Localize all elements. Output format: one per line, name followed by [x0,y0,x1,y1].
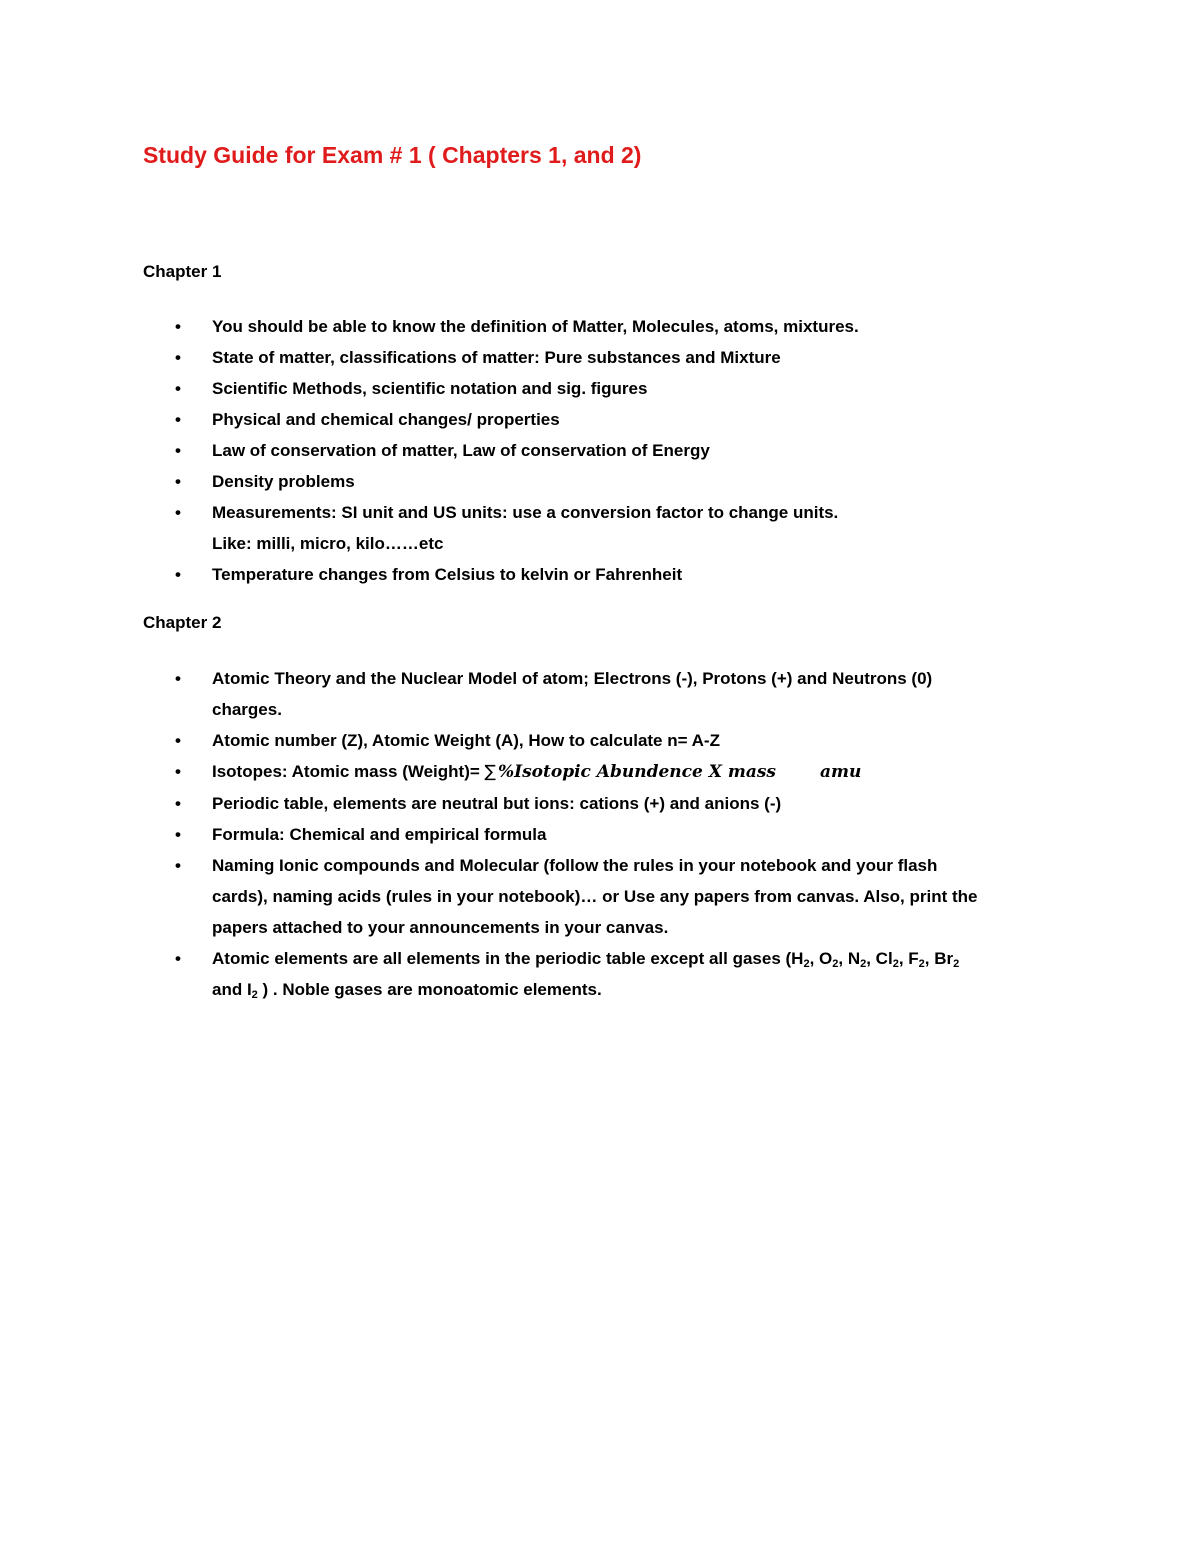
chapter-2-list [0,663,1200,1005]
item-text-line-1 [212,943,1090,974]
chapter-1-heading: Chapter 1 [143,262,222,281]
text-segment: and I [212,980,252,999]
list-item [0,342,1200,373]
bullet-icon: • [175,731,181,750]
list-item [0,373,1200,404]
item-text: Physical and chemical changes/ properties [212,410,560,429]
list-item [0,819,1200,850]
bullet-icon: • [175,949,181,968]
bullet-icon: • [175,825,181,844]
item-text: Formula: Chemical and empirical formula [212,825,547,844]
item-text: Periodic table, elements are neutral but ions: cations (+) and anions (-) [212,794,782,813]
item-text-line-3: papers attached to your announcements in your canvas. [212,918,669,937]
subscript: 2 [832,958,839,970]
subscript: 2 [251,989,258,1001]
item-text: Temperature changes from Celsius to kelvin or Fahrenheit [212,565,683,584]
item-text-line-1: Naming Ionic compounds and Molecular (follow the rules in your notebook and your flash [212,856,938,875]
text-segment: ) . Noble gases are monoatomic elements. [257,980,602,999]
list-item [0,788,1200,819]
sigma-symbol: ∑ [484,762,496,782]
bullet-icon: • [175,762,181,781]
item-text: You should be able to know the definition of Matter, Molecules, atoms, mixtures. [212,317,859,336]
chapter-1-list [0,311,1200,590]
list-item [0,850,1200,943]
text-segment: , N [838,949,861,968]
text-segment: , Br [924,949,954,968]
list-item [0,559,1200,590]
list-item [0,497,1200,559]
isotope-formula: %Isotopic Abundence X mass [497,762,777,782]
list-item [0,404,1200,435]
list-item [0,725,1200,756]
item-text: Law of conservation of matter, Law of conservation of Energy [212,441,710,460]
list-item [0,663,1200,725]
item-text: Atomic number (Z), Atomic Weight (A), How to calculate n= A-Z [212,731,720,750]
item-text-line-1: Measurements: SI unit and US units: use a conversion factor to change units. [212,503,839,522]
subscript: 2 [918,958,925,970]
formula-unit: amu [820,762,862,782]
text-segment: , Cl [866,949,893,968]
subscript: 2 [953,958,960,970]
text-segment: , F [898,949,919,968]
item-text-line-2: Like: milli, micro, kilo……etc [212,534,444,553]
list-item [0,756,1200,788]
list-item [0,311,1200,342]
isotope-formula-line [212,756,1090,788]
text-segment: Atomic elements are all elements in the periodic table except all gases (H [212,949,804,968]
item-text: Scientific Methods, scientific notation and sig. figures [212,379,648,398]
list-item [0,466,1200,497]
bullet-icon: • [175,317,181,336]
bullet-icon: • [175,348,181,367]
text-segment: , O [809,949,833,968]
bullet-icon: • [175,379,181,398]
subscript: 2 [892,958,899,970]
bullet-icon: • [175,472,181,491]
page-title: Study Guide for Exam # 1 ( Chapters 1, and 2) [143,142,642,168]
bullet-icon: • [175,410,181,429]
bullet-icon: • [175,441,181,460]
item-text: Density problems [212,472,355,491]
item-text-line-2: charges. [212,700,282,719]
bullet-icon: • [175,794,181,813]
subscript: 2 [860,958,867,970]
item-text: State of matter, classifications of matter: Pure substances and Mixture [212,348,781,367]
item-text: Isotopes: Atomic mass (Weight)= [212,762,485,781]
subscript: 2 [803,958,810,970]
list-item [0,435,1200,466]
chapter-2-heading: Chapter 2 [143,613,222,632]
bullet-icon: • [175,503,181,522]
bullet-icon: • [175,856,181,875]
bullet-icon: • [175,565,181,584]
item-text-line-1: Atomic Theory and the Nuclear Model of atom; Electrons (-), Protons (+) and Neutrons (0) [212,669,933,688]
list-item [0,943,1200,1005]
item-text-line-2 [212,974,1090,1005]
bullet-icon: • [175,669,181,688]
item-text-line-2: cards), naming acids (rules in your notebook)… or Use any papers from canvas. Also, print the [212,887,978,906]
